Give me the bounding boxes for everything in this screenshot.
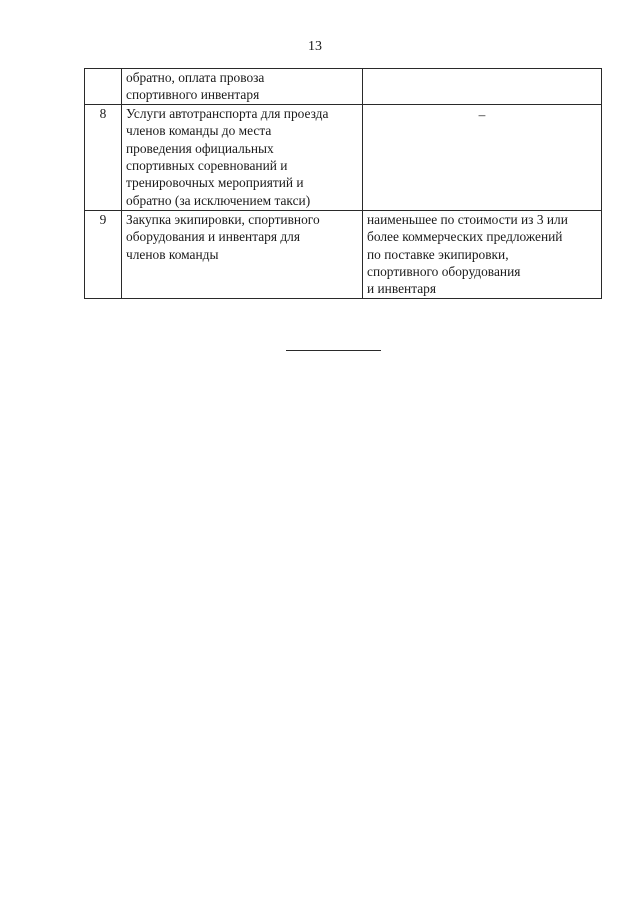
table-row	[85, 69, 602, 105]
criteria-cell	[363, 104, 602, 210]
criteria-cell: наименьшее по стоимости из 3 или более коммерческих предложений по поставке экипировки, спортивного оборудования и инвентаря	[363, 210, 602, 298]
document-end-line	[286, 350, 381, 351]
service-cell: Услуги автотранспорта для проезда членов команды до места проведения официальных спортивных соревнований и тренировочных мероприятий и обратно (за исключением такси)	[122, 104, 363, 210]
dash-mark: –	[478, 106, 486, 122]
services-table	[84, 68, 602, 299]
row-number	[85, 69, 122, 105]
page-number: 13	[308, 39, 322, 54]
criteria-cell	[363, 69, 602, 105]
row-number: 8	[85, 104, 122, 210]
table-row	[85, 210, 602, 298]
service-cell: Закупка экипировки, спортивного оборудования и инвентаря для членов команды	[122, 210, 363, 298]
table-row	[85, 104, 602, 210]
service-cell: обратно, оплата провоза спортивного инвентаря	[122, 69, 363, 105]
row-number: 9	[85, 210, 122, 298]
